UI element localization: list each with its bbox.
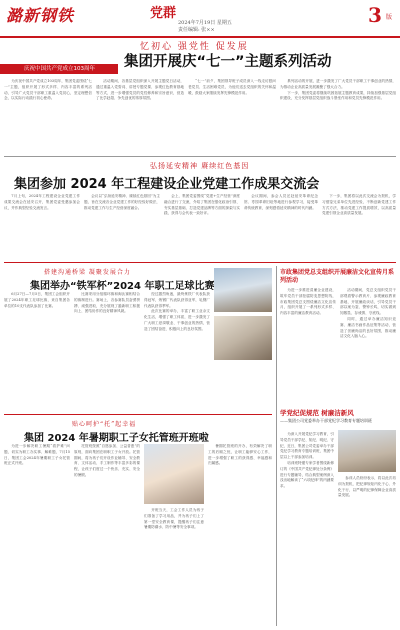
story1-para-5: 下一步，集团党委将继续巩固拓展主题教育成果，持续加强基层党组织建设，充分发挥基层党组织战斗堡垒作用和党员先锋模范作用。 (280, 90, 396, 101)
story4-title: 集团 2024 年暑期职工子女托管班开班啦 (24, 433, 209, 444)
story5-col2 (340, 288, 396, 404)
newspaper-logo: 潞新钢铁 (6, 6, 75, 25)
story6-col1 (280, 432, 334, 626)
story2-para-2: 会议以“弘扬延安精神、赓续红色基因”为主题，旨在交流各企业党建工作的好经验好做法，推动党建工作与生产经营深度融合。 (84, 194, 160, 210)
page-number: 3 (368, 3, 382, 27)
story3-para-4: 此次比赛的举办，丰富了职工业余文化生活，增强了职工体质，进一步激发了广大职工爱岗敬业、干事创业的热情，营造了团结奋进、积极向上的良好氛围。 (144, 309, 210, 331)
story3-title: 集团举办“铁军杯”2024 年职工足球比赛 (30, 281, 215, 292)
story1-col3 (188, 79, 276, 153)
story2-col4 (244, 194, 318, 260)
story3-col1 (4, 292, 70, 412)
story2-col2 (84, 194, 160, 260)
story3-para-1: 6月27日—7月5日，集团工会组织开展了2024年职工足球比赛，来自集团各单位的10支代表队参加了比赛。 (4, 292, 70, 308)
story1-col4 (280, 79, 396, 153)
masthead (0, 0, 400, 38)
divider-1 (4, 156, 396, 157)
story2-para-4: 会议期间，参会人员还赴延安革命纪念馆、枣园革命旧址等地进行参观学习，接受革命传统教育，深刻感悟延安精神的时代内涵。 (244, 194, 318, 210)
story3-tagline: 搭建沟通桥梁 凝聚发展合力 (44, 269, 131, 276)
anniversary-banner: 庆祝中国共产党成立103周年 (0, 64, 118, 74)
section-name: 党群 (150, 6, 177, 21)
story2-para-5: 下一步，集团将以此次交流会为契机，学习借鉴兄弟单位先进经验，不断创新党建工作方式方法，推动党建工作提质增效，以高质量党建引领企业高质量发展。 (322, 194, 396, 216)
story1-para-3: “七一”前夕，集团领导班子成员深入一线走访慰问老党员、生活困难党员，为他们送去党组织的关怀和温暖，鼓励大家继续发挥先锋模范作用。 (188, 79, 276, 95)
childcare-class-photo (144, 444, 204, 504)
story2-col5 (322, 194, 396, 260)
story2-para-1: 7月上旬，2024年工程建设企业党建工作成果交流会在延安召开，集团党委受邀参加会议，并作典型经验交流发言。 (4, 194, 80, 210)
story3-col3 (144, 292, 210, 412)
football-match-photo (214, 268, 272, 312)
story6-col2 (338, 476, 396, 626)
story2-col3 (164, 194, 240, 260)
story3-col2 (74, 292, 140, 412)
story1-tagline: 忆初心 强党性 促发展 (140, 42, 249, 52)
story1-col1 (4, 79, 92, 153)
story5-para-3: 同时，通过举办廉洁知识竞赛、廉洁书画作品征集等活动，营造了崇廉尚洁的良好氛围，推动廉洁文化入脑入心。 (340, 316, 396, 339)
training-session-photo (338, 430, 396, 472)
story5-title: 市政集团党总支组织开展廉洁文化宣传月系列活动 (280, 269, 395, 284)
story6-title: 学党纪促规范 树廉洁新风 (280, 409, 354, 417)
column-divider (276, 266, 277, 626)
story6-subtitle: ——集团公司党委举办干部党纪学习教育专题培训班 (280, 418, 372, 423)
masthead-rule (0, 36, 400, 38)
story4-tagline: 贴心呵护“托”起幸福 (72, 421, 137, 428)
story4-col1 (4, 444, 70, 626)
football-team-photo (214, 316, 272, 360)
story2-tagline: 弘扬延安精神 赓续红色基因 (150, 162, 250, 170)
story4-col3 (144, 508, 204, 626)
story4-col4 (208, 444, 272, 626)
story2-para-3: 会上，集团党委围绕“党建+生产经营”深度融合进行了交流，介绍了集团在强化政治引领、夯实基层基础、打造党建品牌等方面的探索与实践，获得与会代表一致好评。 (164, 194, 240, 216)
story1-title: 集团开展庆“七一”主题系列活动 (124, 54, 332, 70)
page-suffix: 版 (386, 14, 393, 21)
story1-para-2: 活动期间，各基层党组织深入开展主题党日活动，通过重温入党誓词、讲授专题党课、参观红色教育基地等方式，进一步增强党员的党性修养和宗旨意识，营造了比学赶超、争先创优的浓厚氛围。 (96, 79, 184, 101)
story4-col2 (74, 444, 140, 626)
editor-line: 责任编辑: 张×× (178, 27, 215, 33)
story2-col1 (4, 194, 80, 260)
story5-para-1: 为进一步推进清廉企业建设，筑牢党员干部拒腐防变思想防线，市政集团党总支围绕廉洁文化宣传月，组织开展了一系列形式多样、内容丰富的廉洁教育活动。 (280, 288, 336, 316)
story6-para-1: 为深入开展党纪学习教育，引导党员干部学纪、知纪、明纪、守纪，近日，集团公司党委举办干部党纪学习教育专题培训班，集团中层以上干部参加培训。 (280, 432, 334, 460)
issue-date: 2024年7月19日 星期五 (178, 20, 232, 26)
story3-para-2: 比赛采用分组循环赛和淘汰赛相结合的赛制进行。赛场上，各参赛队员奋勇拼搏、顽强进取，充分展现了潞新职工积极向上、团结协作的良好精神风貌。 (74, 292, 140, 314)
story5-para-2: 活动期间，党总支组织党员干部观看警示教育片、参观廉政教育基地、开展廉政谈话，引导党员干部以案为鉴、警钟长鸣，切实做到知敬畏、存戒惧、守底线。 (340, 288, 396, 316)
story3-para-3: 经过激烈角逐，最终炼铁厂代表队获得冠军，炼钢厂代表队获得亚军，轧钢厂代表队获得季军。 (144, 292, 210, 308)
story4-para-1: 为进一步解决职工暑期“看护难”问题，切实为职工办实事、解难题，7月15日，集团工会2024年暑期职工子女托管班正式开班。 (4, 444, 70, 466)
story1-col2 (96, 79, 184, 153)
story1-para-4: 系列活动的开展，进一步激发了广大党员干部职工干事创业的热情，为推动企业高质量发展凝聚了强大合力。 (280, 79, 396, 89)
story4-para-2: 托管班按照“自愿参加、公益普惠”的原则，面向集团在职职工子女开放。托管期间，将为孩子们开设作业辅导、安全教育、文体活动、手工制作等丰富多彩的课程，让孩子们度过一个快乐、充实、安全的暑假。 (74, 444, 140, 477)
divider-3 (4, 414, 272, 415)
story4-para-4: 暑期托管班的开办，有效解决了职工的后顾之忧，让职工能够安心工作，进一步增强了职工的获得感、幸福感和归属感。 (208, 444, 272, 466)
story1-para-1: 为庆祝中国共产党成立103周年，集团党委围绕“七一”主题，组织开展了形式多样、内容丰富的系列活动，引导广大党员干部职工重温入党初心，坚定理想信念，以实际行动践行初心使命。 (4, 79, 92, 101)
story5-col1 (280, 288, 336, 404)
story6-para-3: 参训人员纷纷表示，将以此次培训为契机，把纪律规矩内化于心、外化于行，以严明的纪律保障企业高质量发展。 (338, 476, 396, 498)
story6-para-2: 培训班特邀专家学者围绕新修订的《中国共产党纪律处分条例》进行专题辅导，结合典型案例深入浅出地解读了“六项纪律”的内涵要求。 (280, 460, 334, 489)
story4-para-3: 开班当天，工会工作人员为孩子们准备了学习用品，并为孩子们上了第一堂安全教育课，提醒孩子们注意暑期防溺水、防中暑等安全事项。 (144, 508, 204, 530)
story2-title: 集团参加 2024 年工程建设企业党建工作成果交流会 (14, 177, 320, 192)
divider-2 (4, 262, 396, 263)
